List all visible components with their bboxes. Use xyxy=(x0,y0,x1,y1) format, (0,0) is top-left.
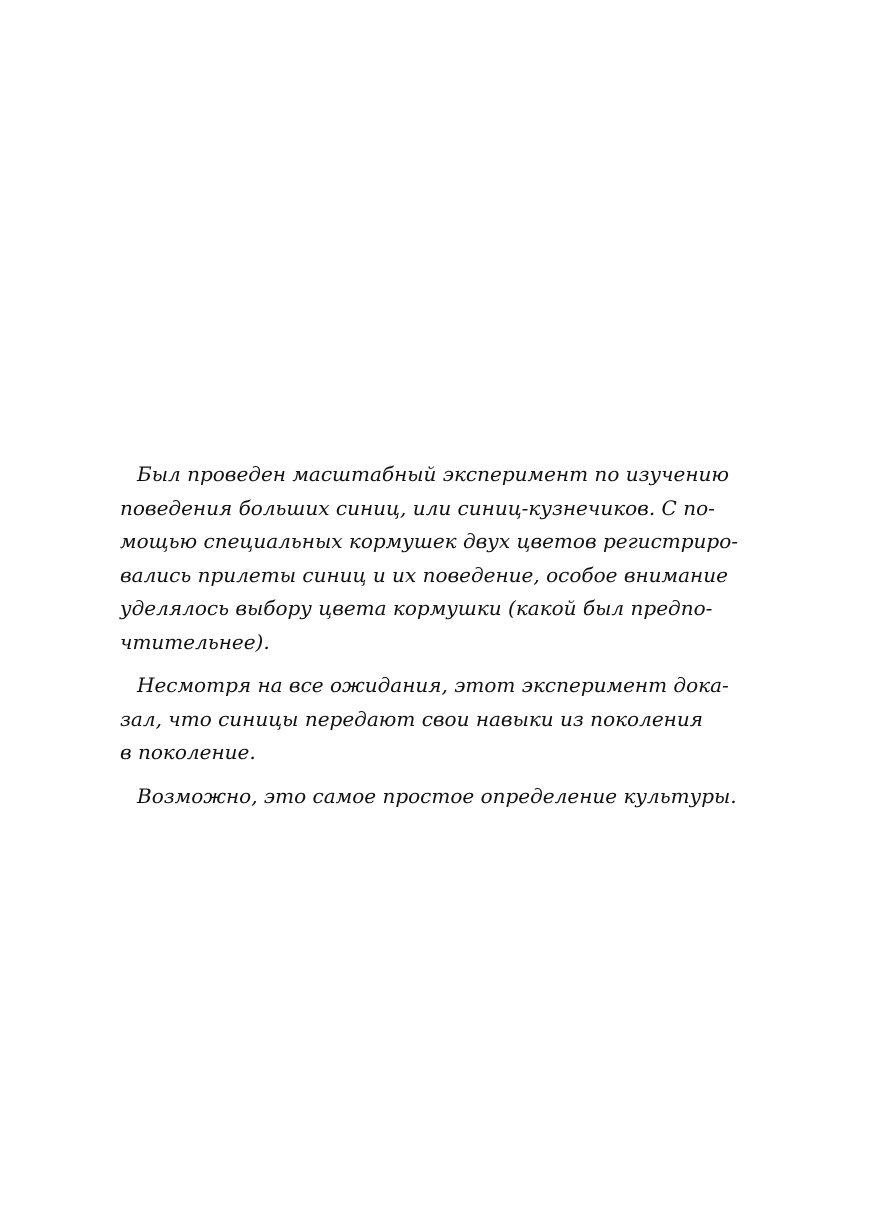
text-line: мощью специальных кормушек двух цветов регистриро- xyxy=(120,529,739,553)
text-line: чтительнее). xyxy=(120,629,270,654)
body-text xyxy=(120,458,739,823)
text-line: Был проведен масштабный эксперимент по изучению xyxy=(137,462,730,486)
text-line: поведения больших синиц, или синиц-кузнечиков. С по- xyxy=(120,495,715,520)
text-line: зал, что синицы передают свои навыки из поколения xyxy=(120,706,703,731)
text-line: Несмотря на все ожидания, этот эксперимент дока- xyxy=(137,673,729,697)
paragraph-3 xyxy=(120,780,737,814)
text-line: в поколение. xyxy=(120,740,256,764)
text-line: Возможно, это самое простое определение культуры. xyxy=(137,783,737,808)
paragraph-1 xyxy=(120,458,739,659)
text-line: уделялось выбору цвета кормушки (какой был предпо- xyxy=(120,596,713,620)
paragraph-2 xyxy=(120,669,729,770)
text-line: вались прилеты синиц и их поведение, особое внимание xyxy=(120,562,728,587)
